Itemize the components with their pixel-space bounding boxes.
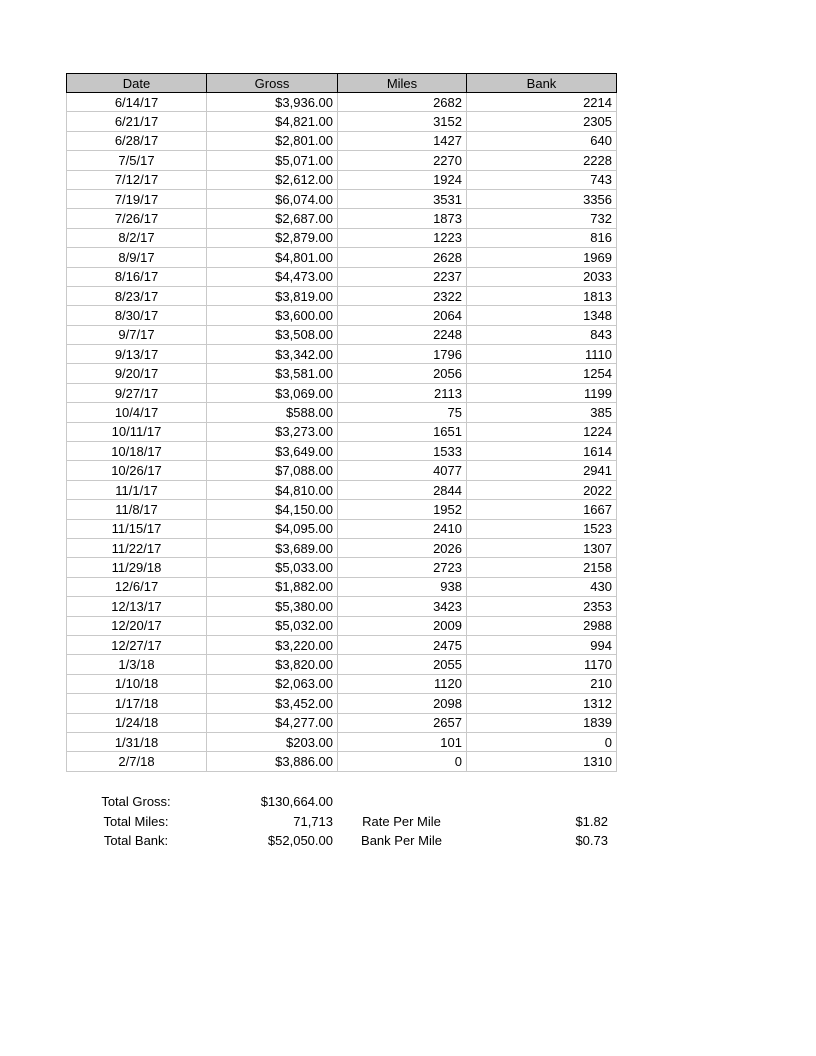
- miles-cell: 101: [338, 732, 467, 751]
- gross-cell: $5,032.00: [207, 616, 338, 635]
- gross-cell: $6,074.00: [207, 189, 338, 208]
- date-cell: 8/9/17: [67, 248, 207, 267]
- table-row: [67, 267, 617, 286]
- column-header-miles: Miles: [338, 74, 467, 93]
- table-row: [67, 732, 617, 751]
- table-row: [67, 306, 617, 325]
- miles-cell: 2844: [338, 480, 467, 499]
- bank-cell: 1667: [467, 500, 617, 519]
- gross-cell: $3,936.00: [207, 93, 338, 112]
- bank-cell: 2022: [467, 480, 617, 499]
- table-row: [67, 635, 617, 654]
- bank-cell: 3356: [467, 189, 617, 208]
- table-row: [67, 674, 617, 693]
- gross-cell: $5,033.00: [207, 558, 338, 577]
- miles-cell: 1223: [338, 228, 467, 247]
- gross-cell: $4,095.00: [207, 519, 338, 538]
- date-cell: 9/13/17: [67, 345, 207, 364]
- bank-cell: 2033: [467, 267, 617, 286]
- miles-cell: 2270: [338, 151, 467, 170]
- table-row: [67, 480, 617, 499]
- miles-cell: 0: [338, 752, 467, 771]
- gross-cell: $2,879.00: [207, 228, 338, 247]
- gross-cell: $2,687.00: [207, 209, 338, 228]
- bank-cell: 385: [467, 403, 617, 422]
- bank-cell: 843: [467, 325, 617, 344]
- table-row: [67, 713, 617, 732]
- gross-cell: $4,277.00: [207, 713, 338, 732]
- date-cell: 7/26/17: [67, 209, 207, 228]
- miles-cell: 2410: [338, 519, 467, 538]
- gross-cell: $5,380.00: [207, 597, 338, 616]
- date-cell: 11/22/17: [67, 538, 207, 557]
- miles-cell: 2009: [338, 616, 467, 635]
- total-miles-label: Total Miles:: [103, 813, 169, 829]
- miles-cell: 1120: [338, 674, 467, 693]
- miles-cell: 1952: [338, 500, 467, 519]
- date-cell: 6/28/17: [67, 131, 207, 150]
- column-header-date: Date: [67, 74, 207, 93]
- gross-cell: $4,821.00: [207, 112, 338, 131]
- miles-cell: 2056: [338, 364, 467, 383]
- table-row: [67, 558, 617, 577]
- table-row: [67, 286, 617, 305]
- gross-cell: $1,882.00: [207, 577, 338, 596]
- date-cell: 6/14/17: [67, 93, 207, 112]
- bank-cell: 0: [467, 732, 617, 751]
- column-header-gross: Gross: [207, 74, 338, 93]
- bank-cell: 1614: [467, 442, 617, 461]
- miles-cell: 2064: [338, 306, 467, 325]
- bank-cell: 1307: [467, 538, 617, 557]
- bank-cell: 2353: [467, 597, 617, 616]
- miles-cell: 4077: [338, 461, 467, 480]
- table-row: [67, 616, 617, 635]
- table-row: [67, 209, 617, 228]
- miles-cell: 2113: [338, 383, 467, 402]
- table-row: [67, 151, 617, 170]
- date-cell: 2/7/18: [67, 752, 207, 771]
- bank-cell: 2305: [467, 112, 617, 131]
- gross-cell: $3,342.00: [207, 345, 338, 364]
- gross-cell: $3,220.00: [207, 635, 338, 654]
- gross-cell: $4,801.00: [207, 248, 338, 267]
- gross-cell: $588.00: [207, 403, 338, 422]
- miles-cell: 2723: [338, 558, 467, 577]
- date-cell: 8/30/17: [67, 306, 207, 325]
- gross-cell: $3,581.00: [207, 364, 338, 383]
- miles-cell: 2657: [338, 713, 467, 732]
- gross-cell: $3,886.00: [207, 752, 338, 771]
- date-cell: 9/7/17: [67, 325, 207, 344]
- table-row: [67, 112, 617, 131]
- gross-cell: $4,473.00: [207, 267, 338, 286]
- miles-cell: 938: [338, 577, 467, 596]
- date-cell: 11/29/18: [67, 558, 207, 577]
- miles-cell: 75: [338, 403, 467, 422]
- table-row: [67, 325, 617, 344]
- gross-cell: $3,649.00: [207, 442, 338, 461]
- bank-cell: 1199: [467, 383, 617, 402]
- gross-cell: $3,689.00: [207, 538, 338, 557]
- miles-cell: 1427: [338, 131, 467, 150]
- table-row: [67, 93, 617, 112]
- bank-cell: 1312: [467, 694, 617, 713]
- table-row: [67, 694, 617, 713]
- miles-cell: 2055: [338, 655, 467, 674]
- gross-cell: $5,071.00: [207, 151, 338, 170]
- bank-cell: 430: [467, 577, 617, 596]
- gross-cell: $7,088.00: [207, 461, 338, 480]
- bank-cell: 2214: [467, 93, 617, 112]
- table-row: [67, 228, 617, 247]
- table-row: [67, 364, 617, 383]
- date-cell: 8/16/17: [67, 267, 207, 286]
- bank-cell: 2941: [467, 461, 617, 480]
- gross-cell: $2,063.00: [207, 674, 338, 693]
- date-cell: 8/2/17: [67, 228, 207, 247]
- miles-cell: 3152: [338, 112, 467, 131]
- date-cell: 12/13/17: [67, 597, 207, 616]
- table-row: [67, 383, 617, 402]
- date-cell: 12/20/17: [67, 616, 207, 635]
- date-cell: 11/8/17: [67, 500, 207, 519]
- table-row: [67, 461, 617, 480]
- table-row: [67, 442, 617, 461]
- table-row: [67, 422, 617, 441]
- miles-cell: 2026: [338, 538, 467, 557]
- gross-cell: $2,801.00: [207, 131, 338, 150]
- table-row: [67, 538, 617, 557]
- gross-cell: $2,612.00: [207, 170, 338, 189]
- bank-per-mile-label: Bank Per Mile: [361, 832, 442, 848]
- date-cell: 12/27/17: [67, 635, 207, 654]
- miles-cell: 1924: [338, 170, 467, 189]
- miles-cell: 2682: [338, 93, 467, 112]
- table-row: [67, 248, 617, 267]
- total-miles-value: 71,713: [293, 813, 333, 829]
- gross-cell: $3,273.00: [207, 422, 338, 441]
- bank-cell: 1348: [467, 306, 617, 325]
- table-row: [67, 170, 617, 189]
- table-header-row: [67, 74, 617, 93]
- bank-cell: 1969: [467, 248, 617, 267]
- bank-cell: 1110: [467, 345, 617, 364]
- miles-cell: 2475: [338, 635, 467, 654]
- total-bank-label: Total Bank:: [103, 832, 169, 848]
- bank-cell: 210: [467, 674, 617, 693]
- miles-cell: 1651: [338, 422, 467, 441]
- date-cell: 10/4/17: [67, 403, 207, 422]
- gross-cell: $3,820.00: [207, 655, 338, 674]
- bank-cell: 816: [467, 228, 617, 247]
- weekly-ledger-table: [66, 73, 617, 772]
- total-gross-label: Total Gross:: [101, 794, 171, 810]
- miles-cell: 1873: [338, 209, 467, 228]
- total-bank-value: $52,050.00: [267, 832, 333, 848]
- bank-cell: 994: [467, 635, 617, 654]
- date-cell: 10/11/17: [67, 422, 207, 441]
- summary-section: [66, 792, 616, 850]
- bank-per-mile-value: $0.73: [575, 832, 608, 848]
- rate-per-mile-value: $1.82: [575, 813, 608, 829]
- total-gross-value: $130,664.00: [260, 794, 333, 810]
- miles-cell: 1796: [338, 345, 467, 364]
- date-cell: 10/26/17: [67, 461, 207, 480]
- gross-cell: $4,810.00: [207, 480, 338, 499]
- table-body: [67, 93, 617, 772]
- table-row: [67, 597, 617, 616]
- miles-cell: 2248: [338, 325, 467, 344]
- bank-cell: 1839: [467, 713, 617, 732]
- table-row: [67, 577, 617, 596]
- miles-cell: 2322: [338, 286, 467, 305]
- bank-cell: 1813: [467, 286, 617, 305]
- gross-cell: $4,150.00: [207, 500, 338, 519]
- date-cell: 7/12/17: [67, 170, 207, 189]
- bank-cell: 1254: [467, 364, 617, 383]
- date-cell: 6/21/17: [67, 112, 207, 131]
- bank-cell: 2228: [467, 151, 617, 170]
- miles-cell: 2628: [338, 248, 467, 267]
- bank-cell: 1170: [467, 655, 617, 674]
- bank-cell: 1310: [467, 752, 617, 771]
- miles-cell: 3531: [338, 189, 467, 208]
- gross-cell: $3,600.00: [207, 306, 338, 325]
- gross-cell: $203.00: [207, 732, 338, 751]
- column-header-bank: Bank: [467, 74, 617, 93]
- gross-cell: $3,508.00: [207, 325, 338, 344]
- date-cell: 9/20/17: [67, 364, 207, 383]
- gross-cell: $3,452.00: [207, 694, 338, 713]
- date-cell: 7/5/17: [67, 151, 207, 170]
- table-row: [67, 131, 617, 150]
- date-cell: 1/10/18: [67, 674, 207, 693]
- date-cell: 1/24/18: [67, 713, 207, 732]
- table-row: [67, 519, 617, 538]
- table-row: [67, 189, 617, 208]
- bank-cell: 743: [467, 170, 617, 189]
- bank-cell: 640: [467, 131, 617, 150]
- miles-cell: 1533: [338, 442, 467, 461]
- gross-cell: $3,069.00: [207, 383, 338, 402]
- date-cell: 12/6/17: [67, 577, 207, 596]
- date-cell: 10/18/17: [67, 442, 207, 461]
- date-cell: 1/31/18: [67, 732, 207, 751]
- date-cell: 11/1/17: [67, 480, 207, 499]
- date-cell: 9/27/17: [67, 383, 207, 402]
- bank-cell: 2158: [467, 558, 617, 577]
- miles-cell: 2237: [338, 267, 467, 286]
- bank-cell: 2988: [467, 616, 617, 635]
- rate-per-mile-label: Rate Per Mile: [362, 813, 441, 829]
- date-cell: 8/23/17: [67, 286, 207, 305]
- miles-cell: 2098: [338, 694, 467, 713]
- miles-cell: 3423: [338, 597, 467, 616]
- table-row: [67, 500, 617, 519]
- date-cell: 11/15/17: [67, 519, 207, 538]
- date-cell: 1/3/18: [67, 655, 207, 674]
- bank-cell: 1523: [467, 519, 617, 538]
- table-row: [67, 655, 617, 674]
- gross-cell: $3,819.00: [207, 286, 338, 305]
- table-row: [67, 345, 617, 364]
- bank-cell: 732: [467, 209, 617, 228]
- date-cell: 7/19/17: [67, 189, 207, 208]
- bank-cell: 1224: [467, 422, 617, 441]
- table-row: [67, 752, 617, 771]
- table-row: [67, 403, 617, 422]
- date-cell: 1/17/18: [67, 694, 207, 713]
